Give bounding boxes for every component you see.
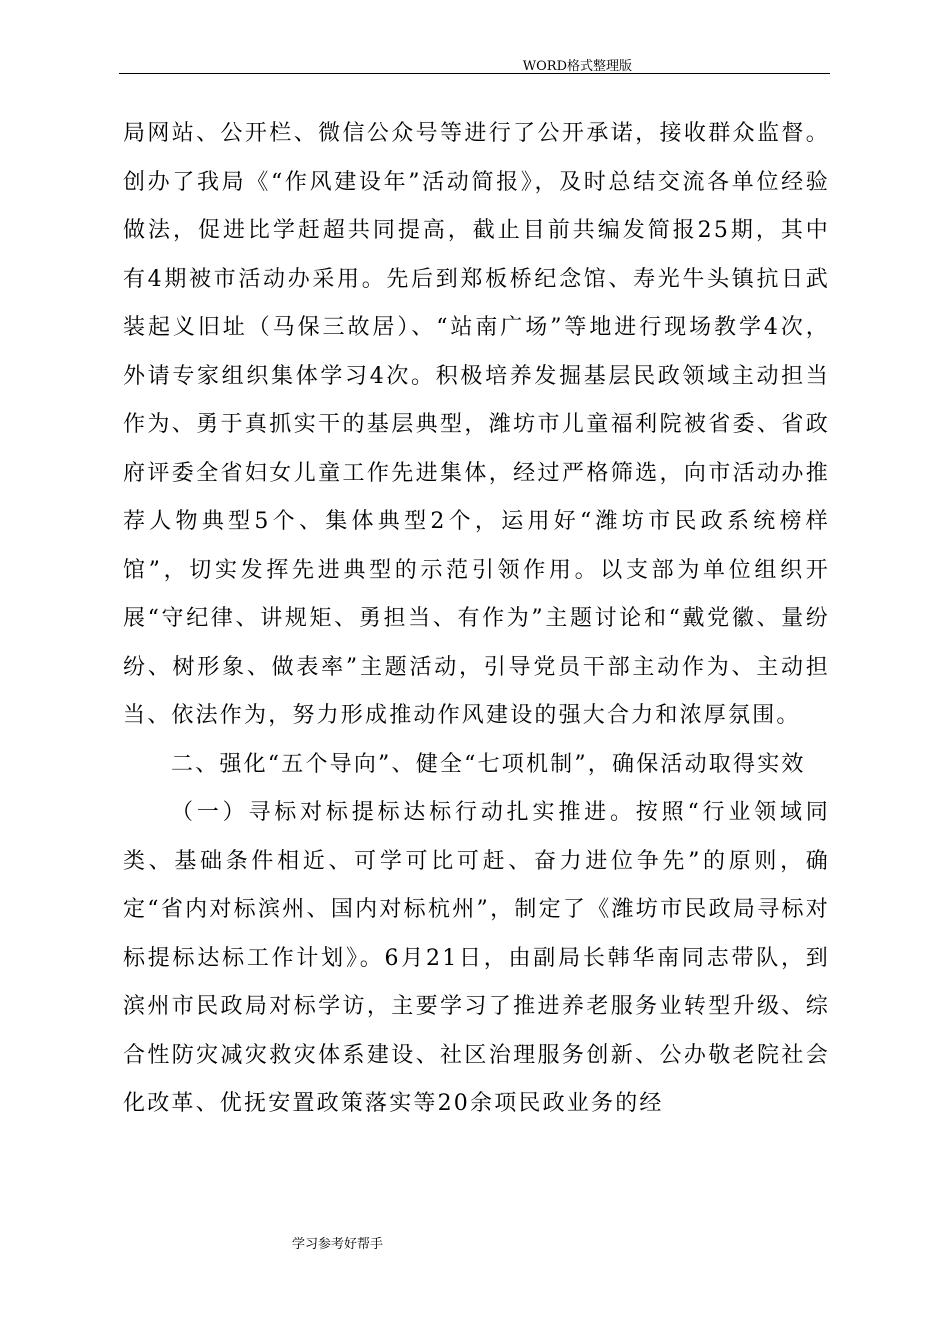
document-body (123, 110, 830, 1129)
page-header-title: WORD格式整理版 (522, 59, 632, 74)
header-divider (119, 73, 830, 74)
paragraph-continuation: 局网站、公开栏、微信公众号等进行了公开承诺，接收群众监督。创办了我局《“作风建设年”活动简报》，及时总结交流各单位经验做法，促进比学赶超共同提高，截止目前共编发简报25期，其中有4期被市活动办采用。先后到郑板桥纪念馆、寿光牛头镇抗日武装起义旧址（马保三故居）、“站南广场”等地进行现场教学4次，外请专家组织集体学习4次。积极培养发掘基层民政领域主动担当作为、勇于真抓实干的基层典型，潍坊市儿童福利院被省委、省政府评委全省妇女儿童工作先进集体，经过严格筛选，向市活动办推荐人物典型5个、集体典型2个，运用好“潍坊市民政系统榜样馆”，切实发挥先进典型的示范引领作用。以支部为单位组织开展“守纪律、讲规矩、勇担当、有作为”主题讨论和“戴党徽、量纷纷、树形象、做表率”主题活动，引导党员干部主动作为、主动担当、依法作为，努力形成推动作风建设的强大合力和浓厚氛围。 (123, 121, 830, 728)
paragraph-subsection-1: （一）寻标对标提标达标行动扎实推进。按照“行业领域同类、基础条件相近、可学可比可赶、奋力进位争先”的原则，确定“省内对标滨州、国内对标杭州”，制定了《潍坊市民政局寻标对标提标达标工作计划》。6月21日，由副局长韩华南同志带队，到滨州市民政局对标学访，主要学习了推进养老服务业转型升级、综合性防灾减灾救灾体系建设、社区治理服务创新、公办敬老院社会化改革、优抚安置政策落实等20余项民政业务的经 (123, 800, 830, 1116)
page-footer-text: 学习参考好帮手 (292, 1237, 384, 1252)
section-heading: 二、强化“五个导向”、健全“七项机制”，确保活动取得实效 (171, 751, 806, 777)
